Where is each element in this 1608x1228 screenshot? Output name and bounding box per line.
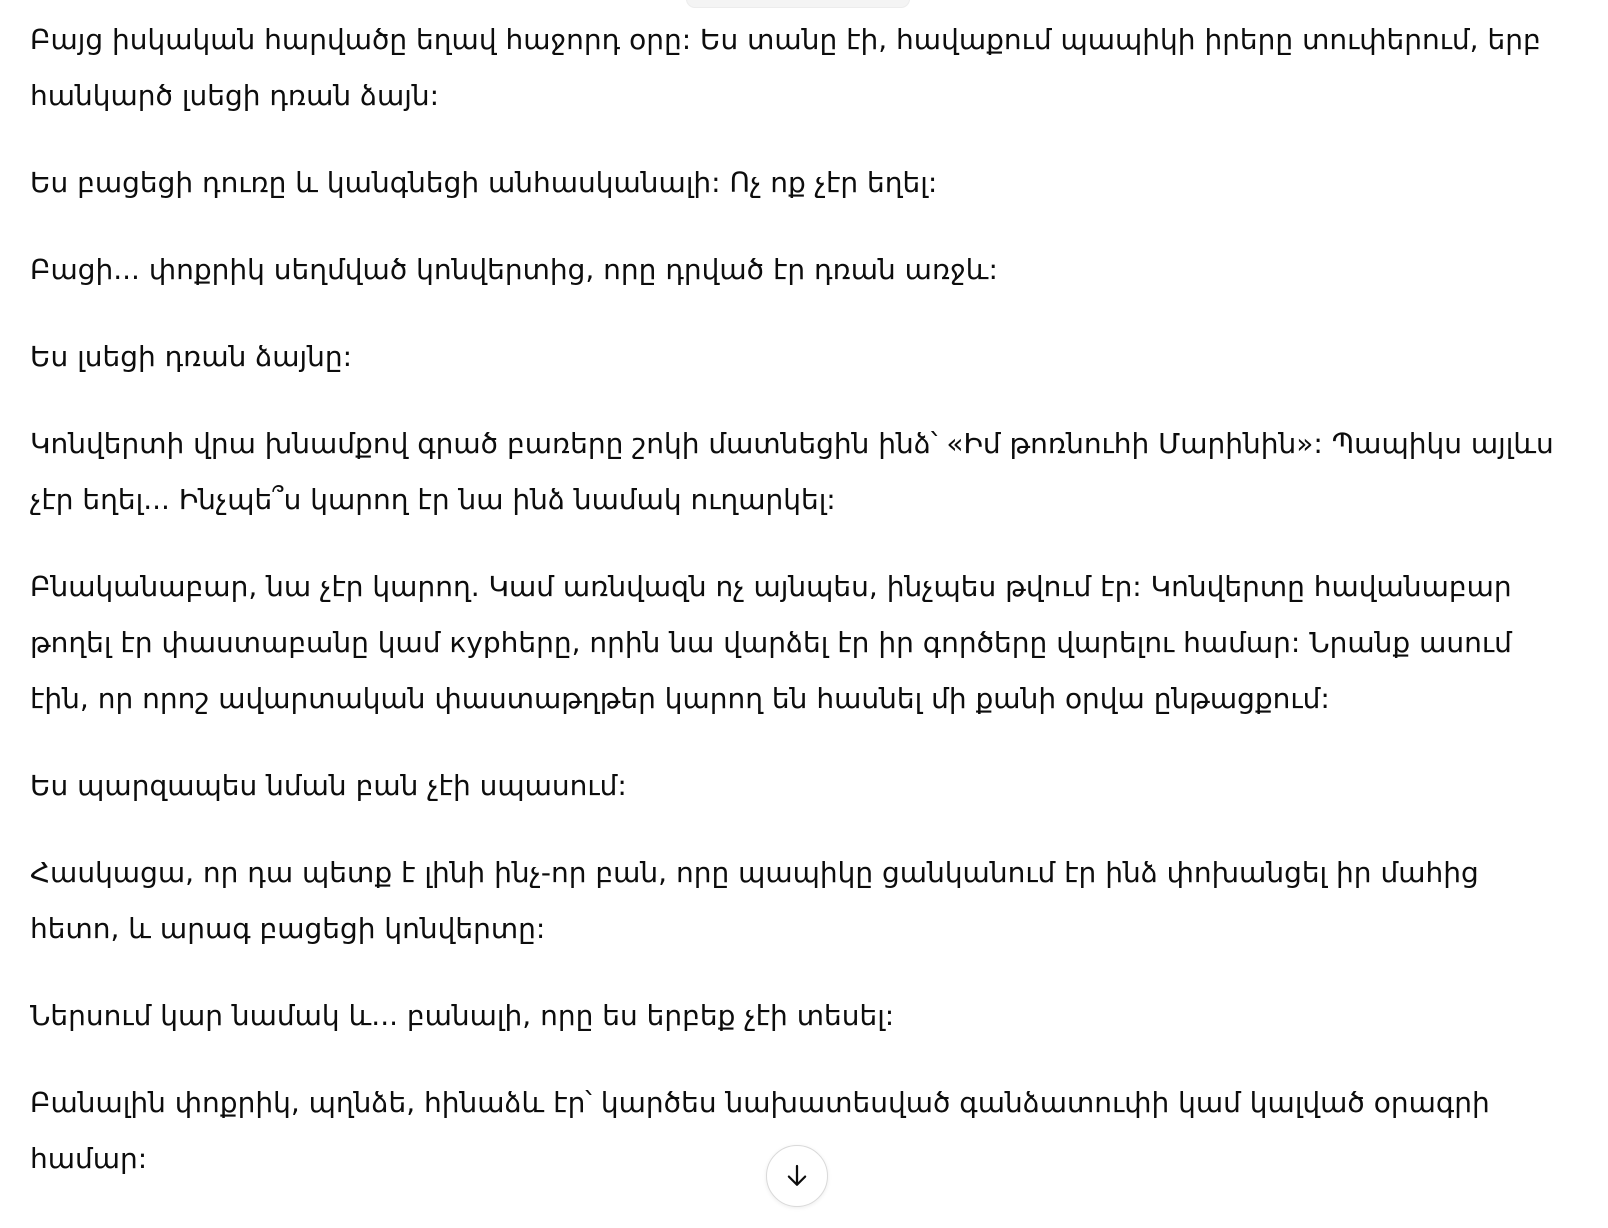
paragraph-8: Հասկացա, որ դա պետք է լինի ինչ-որ բան, որը պապիկը ցանկանում էր ինձ փոխանցել իր մահից հետո, և արագ բացեցի կոնվերտը: bbox=[30, 856, 1479, 945]
paragraph-9: Ներսում կար նամակ և... բանալի, որը ես երբեք չէի տեսել: bbox=[30, 999, 895, 1032]
paragraph-10: Բանալին փոքրիկ, պղնձե, հինաձև էր՝ կարծես նախատեսված գանձատուփի կամ կալված օրագրի համար: bbox=[30, 1086, 1490, 1175]
paragraph-3: Բացի... փոքրիկ սեղմված կոնվերտից, որը դրված էր դռան առջև: bbox=[30, 253, 998, 286]
arrow-down-icon bbox=[782, 1161, 812, 1191]
paragraph-5: Կոնվերտի վրա խնամքով գրած բառերը շոկի մատնեցին ինձ՝ «Իմ թոռնուհի Մարինին»: Պապիկս այլևս չէր եղել... Ինչպե՞ս կարող էր նա ինձ նամակ ուղարկել: bbox=[30, 427, 1554, 516]
scroll-to-bottom-button[interactable] bbox=[766, 1145, 828, 1207]
paragraph-4: Ես լսեցի դռան ձայնը: bbox=[30, 340, 353, 373]
message-content bbox=[30, 12, 1570, 1218]
paragraph-6: Բնականաբար, նա չէր կարող. Կամ առնվազն ոչ այնպես, ինչպես թվում էր: Կոնվերտը հավանաբար թողել էր փաստաբանը կամ кypհերը, որին նա վարձել էր իր գործերը վարելու համար: Նրանք ասում էին, որ որոշ ավարտական փաստաթղթեր կարող են հասնել մի քանի օրվա ընթացքում: bbox=[30, 570, 1512, 715]
paragraph-1: Բայց իսկական հարվածը եղավ հաջորդ օրը: Ես տանը էի, հավաքում պապիկի իրերը տուփերում, երբ հանկարծ լսեցի դռան ձայն: bbox=[30, 23, 1541, 112]
paragraph-2: Ես բացեցի դուռը և կանգնեցի անհասկանալի: Ոչ ոք չէր եղել: bbox=[30, 166, 938, 199]
paragraph-7: Ես պարզապես նման բան չէի սպասում: bbox=[30, 769, 627, 802]
top-panel-handle bbox=[686, 0, 910, 8]
